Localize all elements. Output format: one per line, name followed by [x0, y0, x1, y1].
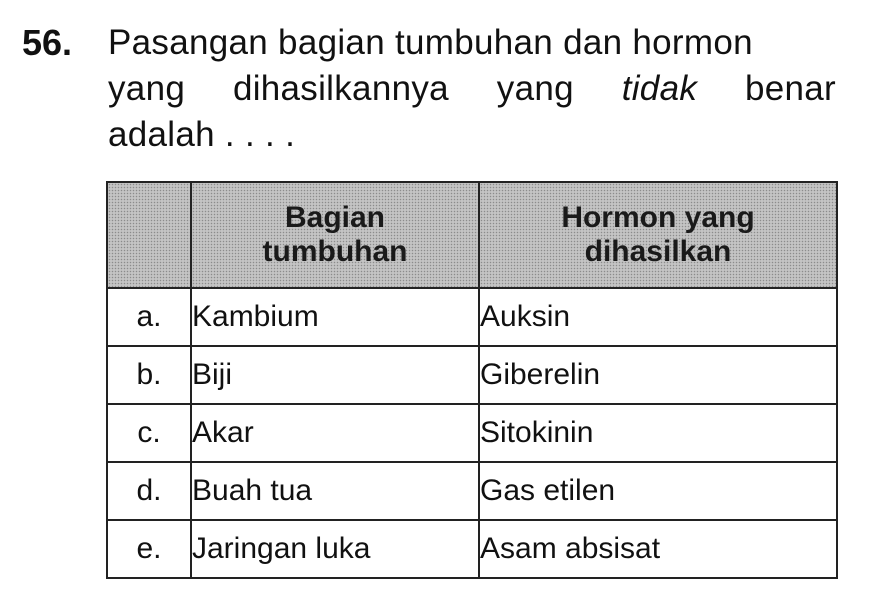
plant-part-cell: Biji	[191, 346, 479, 404]
answer-options-table	[106, 181, 838, 579]
hormone-cell: Asam absisat	[479, 520, 837, 578]
hormone-cell: Auksin	[479, 288, 837, 346]
table-row-c[interactable]	[107, 404, 837, 462]
header-hormone	[479, 182, 837, 288]
header-plant-part	[191, 182, 479, 288]
plant-part-cell: Akar	[191, 404, 479, 462]
option-letter: d.	[107, 462, 191, 520]
question-word-dihasilkannya: dihasilkannya	[232, 69, 449, 108]
plant-part-cell: Jaringan luka	[191, 520, 479, 578]
table-row-e[interactable]	[107, 520, 837, 578]
option-letter: c.	[107, 404, 191, 462]
header-option-letter	[107, 182, 191, 288]
header-hormone-line-2: dihasilkan	[584, 235, 732, 268]
question-line-1	[108, 20, 836, 66]
question-word-yang-2: yang	[496, 69, 574, 108]
table-header-row	[107, 182, 837, 288]
table-row-a[interactable]	[107, 288, 837, 346]
question-word-benar: benar	[744, 69, 836, 108]
question-line-3: adalah . . . .	[108, 115, 296, 154]
question-text	[108, 20, 836, 158]
table-row-d[interactable]	[107, 462, 837, 520]
question-line-2	[108, 66, 836, 112]
hormone-cell: Sitokinin	[479, 404, 837, 462]
option-letter: b.	[107, 346, 191, 404]
table-row-b[interactable]	[107, 346, 837, 404]
header-plant-part-line-1: Bagian	[284, 201, 386, 234]
plant-part-cell: Buah tua	[191, 462, 479, 520]
question-word-yang: yang	[108, 69, 186, 108]
question-line-1-text: Pasangan bagian tumbuhan dan hormon	[108, 23, 753, 62]
hormone-cell: Gas etilen	[479, 462, 837, 520]
header-plant-part-line-2: tumbuhan	[262, 235, 408, 268]
option-letter: a.	[107, 288, 191, 346]
option-letter: e.	[107, 520, 191, 578]
header-hormone-line-1: Hormon yang	[561, 201, 755, 234]
question-emphasis-word: tidak	[621, 69, 698, 108]
plant-part-cell: Kambium	[191, 288, 479, 346]
hormone-cell: Giberelin	[479, 346, 837, 404]
question-number: 56.	[22, 22, 73, 63]
